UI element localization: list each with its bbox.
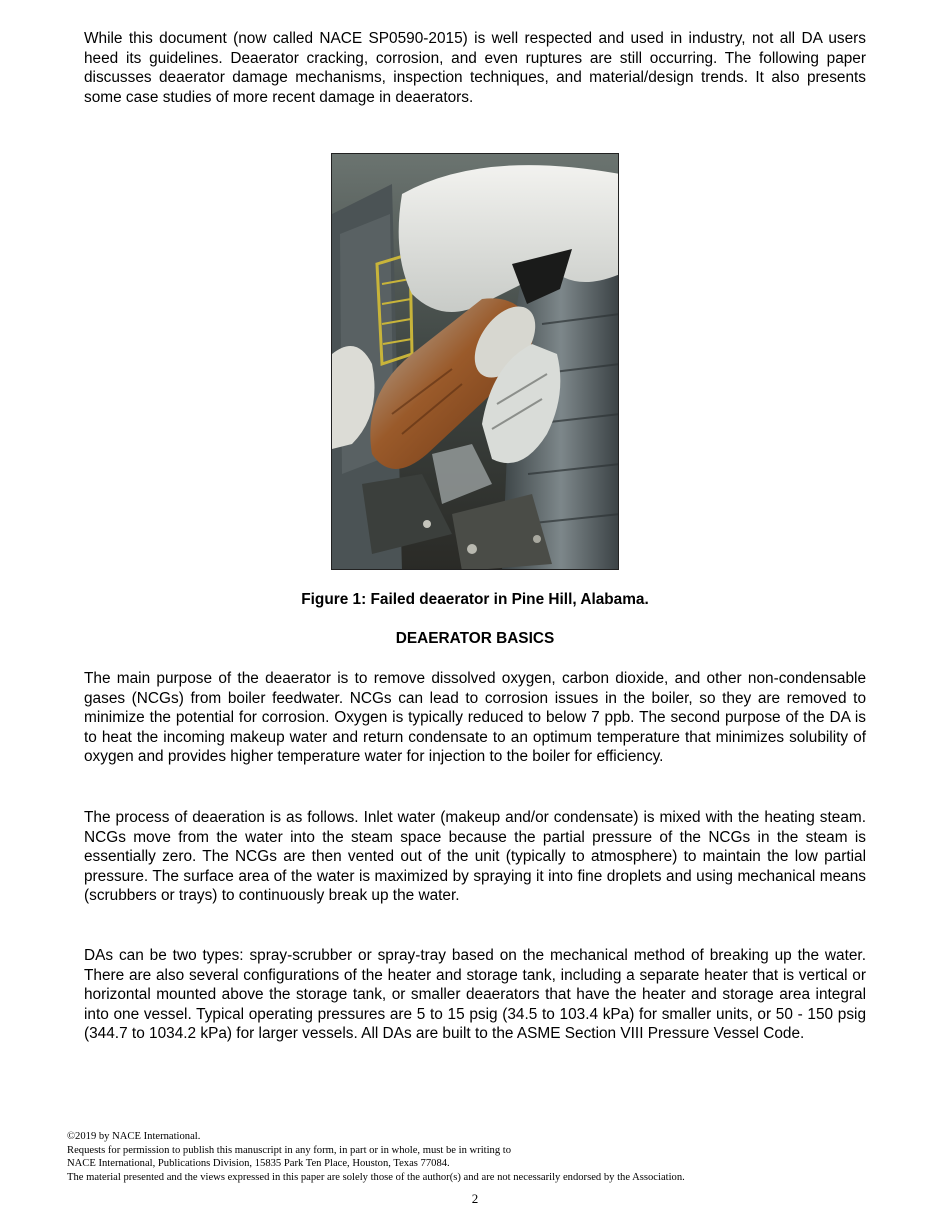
footer-line: NACE International, Publications Division, 15835 Park Ten Place, Houston, Texas 77084. <box>67 1158 450 1170</box>
figure-photo-failed-deaerator <box>331 153 619 570</box>
footer-copyright: ©2019 by NACE International. <box>67 1131 201 1142</box>
figure-caption: Figure 1: Failed deaerator in Pine Hill, Alabama. <box>301 591 649 608</box>
page-number: 2 <box>471 1191 479 1206</box>
section-heading: DEAERATOR BASICS <box>395 630 555 647</box>
footer-line: Requests for permission to publish this manuscript in any form, in part or in whole, must be in writing to <box>67 1144 512 1156</box>
intro-paragraph: While this document (now called NACE SP0590-2015) is well respected and used in industry, not all DA users heed its guidelines. Deaerator cracking, corrosion, and even ruptures are still occurring. The following paper discusses deaerator damage mechanisms, inspection techniques, and material/design trends. It also presents some case studies of more recent damage in deaerators. <box>84 30 866 106</box>
deaerator-photo <box>332 154 619 570</box>
basics-paragraph-2: The process of deaeration is as follows. Inlet water (makeup and/or condensate) is mixed with the heating steam. NCGs move from the water into the steam space because the partial pressure of the NCGs in the steam is essentially zero. The NCGs are then vented out of the unit (typically to atmosphere) to maintain the low partial pressure. The surface area of the water is maximized by spraying it into fine droplets and using mechanical means (scrubbers or trays) to continuously break up the water. <box>84 809 866 905</box>
basics-paragraph-3: DAs can be two types: spray-scrubber or spray-tray based on the mechanical method of breaking up the water. There are also several configurations of the heater and storage tank, including a separate heater that is vertical or horizontal mounted above the storage tank, or smaller deaerators that have the heater and storage area integral into one vessel. Typical operating pressures are 5 to 15 psig (34.5 to 103.4 kPa) for smaller units, or 50 - 150 psig (344.7 to 1034.2 kPa) for larger vessels. All DAs are built to the ASME Section VIII Pressure Vessel Code. <box>84 947 866 1043</box>
basics-paragraph-1: The main purpose of the deaerator is to remove dissolved oxygen, carbon dioxide, and other non-condensable gases (NCGs) from boiler feedwater. NCGs can lead to corrosion issues in the boiler, so they are removed to minimize the potential for corrosion. Oxygen is typically reduced to below 7 ppb. The second purpose of the DA is to heat the incoming makeup water and return condensate to an optimum temperature that minimizes solubility of oxygen and provides higher temperature water for injection to the boiler for efficiency. <box>84 670 866 766</box>
footer-line: The material presented and the views expressed in this paper are solely those of the author(s) and are not necessarily endorsed by the Association. <box>67 1171 685 1183</box>
footer <box>67 1130 927 1184</box>
